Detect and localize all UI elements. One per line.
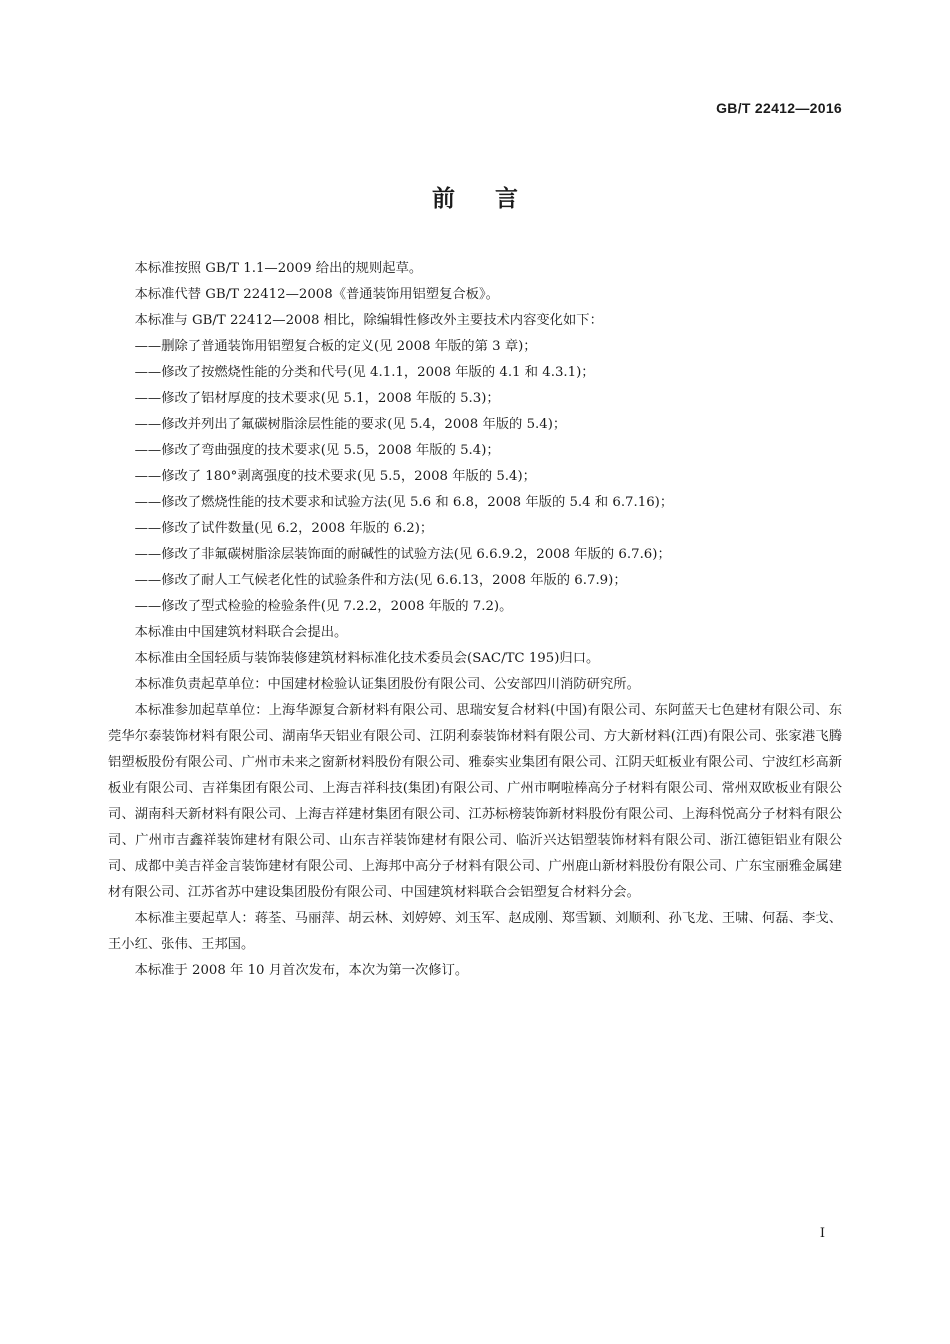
change-list-item: ——修改了铝材厚度的技术要求(见 5.1，2008 年版的 5.3)； (134, 391, 500, 406)
committee-paragraph: 本标准由全国轻质与装饰装修建筑材料标准化技术委员会(SAC/TC 195)归口。 (134, 651, 600, 666)
change-list-item: ——修改了燃烧性能的技术要求和试验方法(见 5.6 和 6.8，2008 年版的 5.4 和 6.7.16)； (134, 495, 674, 510)
change-list-item: ——修改了 180°剥离强度的技术要求(见 5.5，2008 年版的 5.4)； (134, 469, 536, 484)
publication-history-paragraph: 本标准于 2008 年 10 月首次发布，本次为第一次修订。 (134, 963, 469, 978)
participating-units-paragraph: 本标准参加起草单位：上海华源复合新材料有限公司、思瑞安复合材料(中国)有限公司、东阿蓝天七色建材有限公司、东莞华尔泰装饰材料有限公司、湖南华天铝业有限公司、江阴利泰装饰材料有限公司、方大新材料(江西)有限公司、张家港飞腾铝塑板股份有限公司、广州市未来之窗新材料股份有限公司、雅泰实业集团有限公司、江阴天虹板业有限公司、宁波红杉高新板业有限公司、吉祥集团有限公司、上海吉祥科技(集团)有限公司、广州市啊啦棒高分子材料有限公司、常州双欧板业有限公司、湖南科天新材料有限公司、上海吉祥建材集团有限公司、江苏标榜装饰新材料股份有限公司、上海科悦高分子材料有限公司、广州市吉鑫祥装饰建材有限公司、山东吉祥装饰建材有限公司、临沂兴达铝塑装饰材料有限公司、浙江德钜铝业有限公司、成都中美吉祥金言装饰建材有限公司、上海邦中高分子材料有限公司、广州鹿山新材料股份有限公司、广东宝丽雅金属建材有限公司、江苏省苏中建设集团股份有限公司、中国建筑材料联合会铝塑复合材料分会。 (108, 703, 842, 900)
change-list-item: ——修改并列出了氟碳树脂涂层性能的要求(见 5.4，2008 年版的 5.4)； (134, 417, 567, 432)
page-number: I (819, 1226, 825, 1241)
change-list-item: ——删除了普通装饰用铝塑复合板的定义(见 2008 年版的第 3 章)； (134, 339, 537, 354)
change-list-item: ——修改了弯曲强度的技术要求(见 5.5，2008 年版的 5.4)； (134, 443, 500, 458)
change-list-item: ——修改了按燃烧性能的分类和代号(见 4.1.1，2008 年版的 4.1 和 4.3.1)； (134, 365, 595, 380)
change-list-item: ——修改了非氟碳树脂涂层装饰面的耐碱性的试验方法(见 6.6.9.2，2008 年版的 6.7.6)； (134, 547, 671, 562)
intro-paragraph: 本标准代替 GB/T 22412—2008《普通装饰用铝塑复合板》。 (134, 287, 499, 302)
standard-code: GB/T 22412—2016 (716, 100, 842, 116)
change-list-item: ——修改了型式检验的检验条件(见 7.2.2，2008 年版的 7.2)。 (134, 599, 513, 614)
intro-paragraph: 本标准按照 GB/T 1.1—2009 给出的规则起草。 (134, 261, 423, 276)
change-list-item: ——修改了耐人工气候老化性的试验条件和方法(见 6.6.13，2008 年版的 6.7.9)； (134, 573, 627, 588)
lead-drafting-units-paragraph: 本标准负责起草单位：中国建材检验认证集团股份有限公司、公安部四川消防研究所。 (134, 677, 640, 692)
drafters-paragraph: 本标准主要起草人：蒋荃、马丽萍、胡云林、刘婷婷、刘玉军、赵成刚、郑雪颖、刘顺利、孙飞龙、王啸、何磊、李戈、王小红、张伟、王邦国。 (108, 911, 842, 952)
proposer-paragraph: 本标准由中国建筑材料联合会提出。 (134, 625, 348, 640)
intro-paragraph: 本标准与 GB/T 22412—2008 相比，除编辑性修改外主要技术内容变化如下： (134, 313, 603, 328)
page-title: 前言 (432, 186, 558, 212)
document-body (108, 256, 842, 984)
change-list-item: ——修改了试件数量(见 6.2，2008 年版的 6.2)； (134, 521, 434, 536)
